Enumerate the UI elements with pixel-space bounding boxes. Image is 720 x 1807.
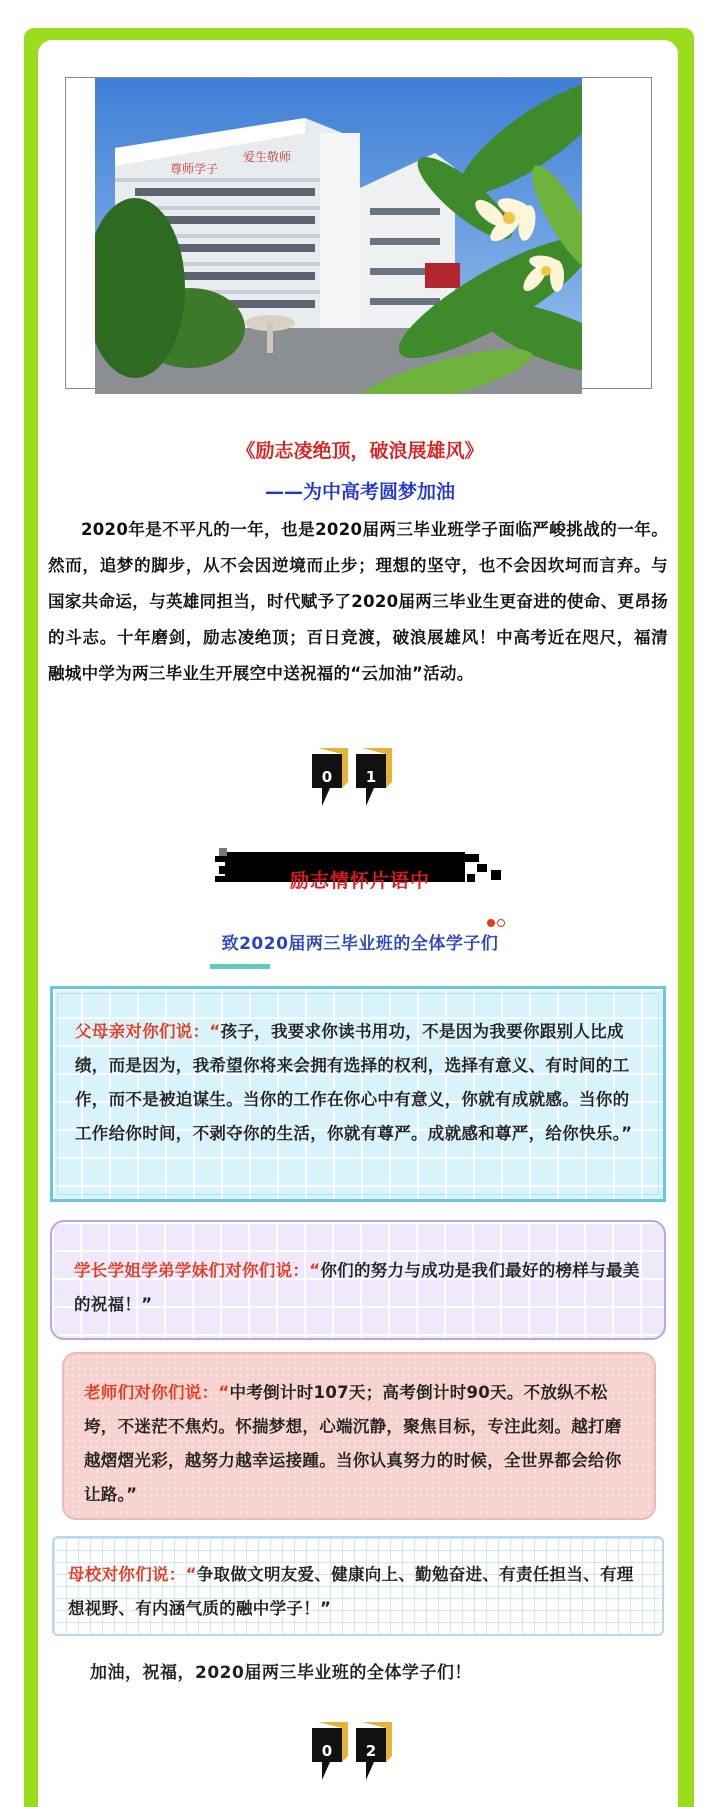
message-text: 你们的努力与成功是我们最好的榜样与最美的祝福！”	[74, 1261, 640, 1314]
closing-line: 加油，祝福，2020届两三毕业班的全体学子们！	[90, 1663, 472, 1683]
message-card-school	[52, 1536, 664, 1636]
message-card-schoolmates	[50, 1220, 666, 1340]
subheading-underline	[210, 964, 270, 969]
building-sign-right: 爱生敬师	[243, 150, 292, 164]
message-speaker: 父母亲对你们说：“	[75, 1022, 221, 1041]
message-speaker: 母校对你们说：“	[68, 1565, 197, 1584]
number-badge	[312, 1722, 346, 1778]
page-title: 《励志凌绝顶，破浪展雄风》	[236, 440, 484, 462]
message-text: 中考倒计时107天；高考倒计时90天。不放纵不松垮，不迷茫不焦灼。怀揣梦想，心端沉静，聚焦目标，专注此刻。越打磨越熠熠光彩，越努力越幸运接踵。当你认真努力的时候，全世界都会给你让路。”	[84, 1383, 622, 1504]
message-speaker: 学长学姐学弟学妹们对你们说：“	[74, 1261, 321, 1280]
badge-digit: 1	[365, 768, 377, 786]
intro-paragraph: 2020年是不平凡的一年，也是2020届两三毕业班学子面临严峻挑战的一年。然而，追梦的脚步，从不会因逆境而止步；理想的坚守，也不会因坎坷而言弃。与国家共命运，与英雄同担当，时代赋予了2020届两三毕业生更奋进的使命、更昂扬的斗志。十年磨剑，励志凌绝顶；百日竞渡，破浪展雄风！中高考近在咫尺，福清融城中学为两三毕业生开展空中送祝福的“云加油”活动。	[48, 520, 668, 683]
badge-digit: 0	[321, 768, 333, 786]
banner-text: 励志情怀片语中	[289, 870, 430, 892]
school-photo	[95, 78, 582, 394]
message-text: 孩子，我要求你读书用功，不是因为我要你跟别人比成绩，而是因为，我希望你将来会拥有选择的权利，选择有意义、有时间的工作，而不是被迫谋生。当你的工作在你心中有意义，你就有成就感。当你的工作给你时间，不剥夺你的生活，你就有尊严。成就感和尊严，给你快乐。”	[75, 1022, 633, 1143]
message-card-parents	[50, 986, 666, 1202]
number-badge	[356, 1722, 390, 1778]
number-badge	[356, 748, 390, 804]
message-speaker: 老师们对你们说：“	[84, 1383, 230, 1402]
badge-digit: 0	[321, 1742, 333, 1760]
section-subheading: 致2020届两三毕业班的全体学子们	[221, 934, 499, 954]
building-sign-left: 尊师学子	[170, 162, 219, 176]
number-badge	[312, 748, 346, 804]
message-card-teachers	[62, 1352, 656, 1520]
page-subtitle: ——为中高考圆梦加油	[264, 481, 455, 503]
section-number-01	[312, 748, 412, 808]
message-text: 争取做文明友爱、健康向上、勤勉奋进、有责任担当、有理想视野、有内涵气质的融中学子！”	[68, 1565, 634, 1618]
badge-digit: 2	[365, 1742, 377, 1760]
section-number-02	[312, 1722, 412, 1782]
